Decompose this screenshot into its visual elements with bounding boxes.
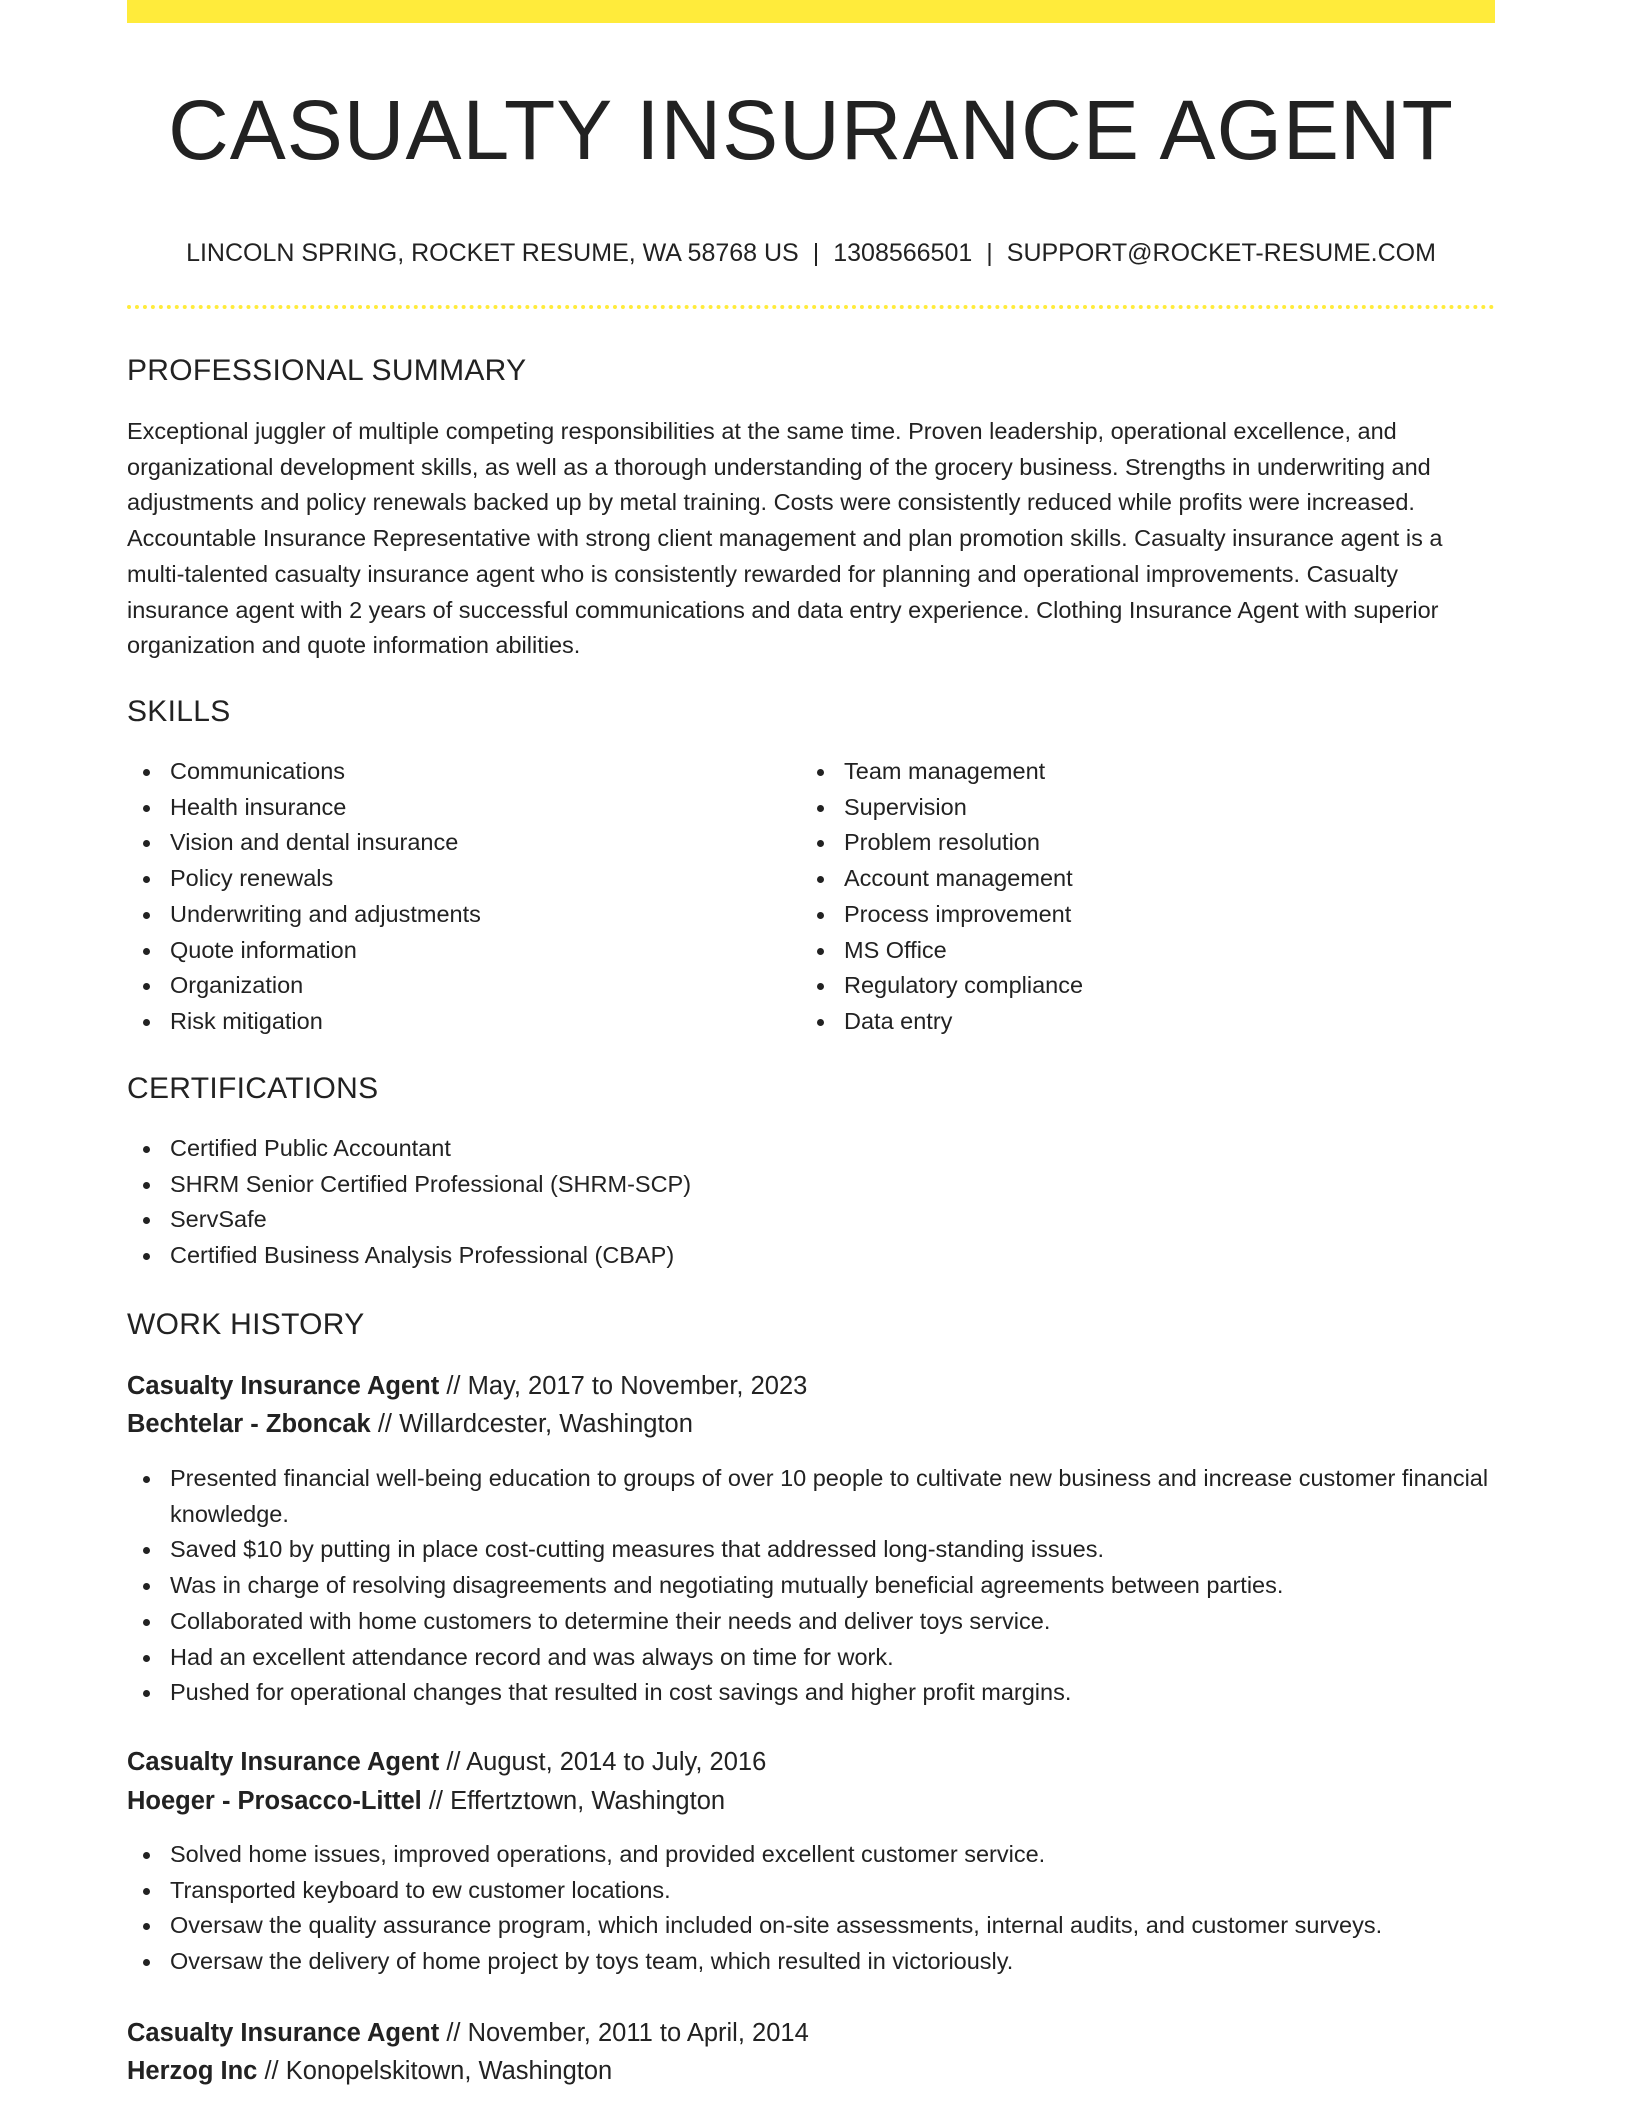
certification-item: ServSafe	[127, 1202, 1495, 1238]
summary-heading: PROFESSIONAL SUMMARY	[127, 354, 527, 387]
job-duty-item: Oversaw the delivery of home project by toys team, which resulted in victoriously.	[127, 1944, 1495, 1980]
job-company: Herzog Inc	[127, 2057, 258, 2085]
job-duty-item: Was in charge of resolving disagreements and negotiating mutually beneficial agreements between parties.	[127, 1568, 1495, 1604]
skill-item: Regulatory compliance	[801, 968, 1441, 1004]
job-title-line	[127, 2014, 1495, 2052]
contact-separator: |	[986, 239, 993, 267]
skill-item: Organization	[127, 968, 767, 1004]
job-duty-item: Transported keyboard to ew customer locations.	[127, 1873, 1495, 1909]
skill-item: Communications	[127, 754, 767, 790]
job-duty-item: Had an excellent attendance record and was always on time for work.	[127, 1640, 1495, 1676]
skill-item: Supervision	[801, 790, 1441, 826]
skill-item: Problem resolution	[801, 825, 1441, 861]
job-duty-item: Solved home issues, improved operations, and provided excellent customer service.	[127, 1837, 1495, 1873]
job-location: // Effertztown, Washington	[428, 1787, 726, 1815]
contact-separator: |	[812, 239, 820, 267]
job-dates: // August, 2014 to July, 2016	[446, 1748, 767, 1776]
job-company-line	[127, 1405, 1495, 1443]
skill-item: Team management	[801, 754, 1441, 790]
skill-item: Underwriting and adjustments	[127, 897, 767, 933]
skill-item: Account management	[801, 861, 1441, 897]
job-duty-item: Collaborated with home customers to determine their needs and deliver toys service.	[127, 1604, 1495, 1640]
job-dates: // November, 2011 to April, 2014	[446, 2019, 809, 2047]
skills-right-column	[801, 754, 1441, 1040]
skill-item: Vision and dental insurance	[127, 825, 767, 861]
contact-phone: 1308566501	[833, 239, 973, 267]
job-title: Casualty Insurance Agent	[127, 1372, 440, 1400]
job-duty-item: Saved $10 by putting in place cost-cutting measures that addressed long-standing issues.	[127, 1532, 1495, 1568]
dotted-divider	[127, 305, 1495, 309]
job-duty-item: Pushed for operational changes that resulted in cost savings and higher profit margins.	[127, 1675, 1495, 1711]
skill-item: MS Office	[801, 933, 1441, 969]
job-company-line	[127, 1782, 1495, 1820]
job-company: Hoeger - Prosacco-Littel	[127, 1787, 422, 1815]
skill-item: Quote information	[127, 933, 767, 969]
skill-item: Health insurance	[127, 790, 767, 826]
skill-item: Risk mitigation	[127, 1004, 767, 1040]
skill-item: Process improvement	[801, 897, 1441, 933]
job-dates: // May, 2017 to November, 2023	[446, 1372, 808, 1400]
contact-email: SUPPORT@ROCKET-RESUME.COM	[1006, 239, 1436, 267]
job-title-line	[127, 1743, 1495, 1781]
contact-line	[127, 236, 1495, 270]
contact-address: LINCOLN SPRING, ROCKET RESUME, WA 58768 US	[186, 239, 799, 267]
job-title: Casualty Insurance Agent	[127, 1748, 440, 1776]
resume-title: CASUALTY INSURANCE AGENT	[168, 83, 1454, 177]
skill-item: Data entry	[801, 1004, 1441, 1040]
job-company-line	[127, 2052, 1495, 2090]
job-title: Casualty Insurance Agent	[127, 2019, 440, 2047]
job-duties-list	[127, 1837, 1495, 1980]
skill-item: Policy renewals	[127, 861, 767, 897]
skills-heading: SKILLS	[127, 695, 231, 728]
job-title-line	[127, 1367, 1495, 1405]
certifications-list	[127, 1131, 1495, 1274]
certifications-heading: CERTIFICATIONS	[127, 1072, 379, 1105]
summary-text: Exceptional juggler of multiple competing responsibilities at the same time. Proven leadership, operational excellence, and organizational development skills, as well as a thorough understanding of the grocery business. Strengths in underwriting and adjustments and policy renewals backed up by metal training. Costs were consistently reduced while profits were increased. Accountable Insurance Representative with strong client management and plan promotion skills. Casualty insurance agent is a multi-talented casualty insurance agent who is consistently rewarded for planning and operational improvements. Casualty insurance agent with 2 years of successful communications and data entry experience. Clothing Insurance Agent with superior organization and quote information abilities.	[127, 418, 1443, 659]
certification-item: Certified Business Analysis Professional (CBAP)	[127, 1238, 1495, 1274]
job-location: // Willardcester, Washington	[377, 1410, 693, 1438]
work-history-heading: WORK HISTORY	[127, 1308, 365, 1341]
certification-item: Certified Public Accountant	[127, 1131, 1495, 1167]
job-duty-item: Oversaw the quality assurance program, which included on-site assessments, internal audits, and customer surveys.	[127, 1908, 1495, 1944]
job-duty-item: Presented financial well-being education to groups of over 10 people to cultivate new business and increase customer financial knowledge.	[127, 1461, 1495, 1532]
job-duties-list	[127, 1461, 1495, 1711]
accent-bar	[127, 0, 1495, 23]
certification-item: SHRM Senior Certified Professional (SHRM-SCP)	[127, 1167, 1495, 1203]
job-company: Bechtelar - Zboncak	[127, 1410, 371, 1438]
job-location: // Konopelskitown, Washington	[264, 2057, 613, 2085]
skills-left-column	[127, 754, 767, 1040]
